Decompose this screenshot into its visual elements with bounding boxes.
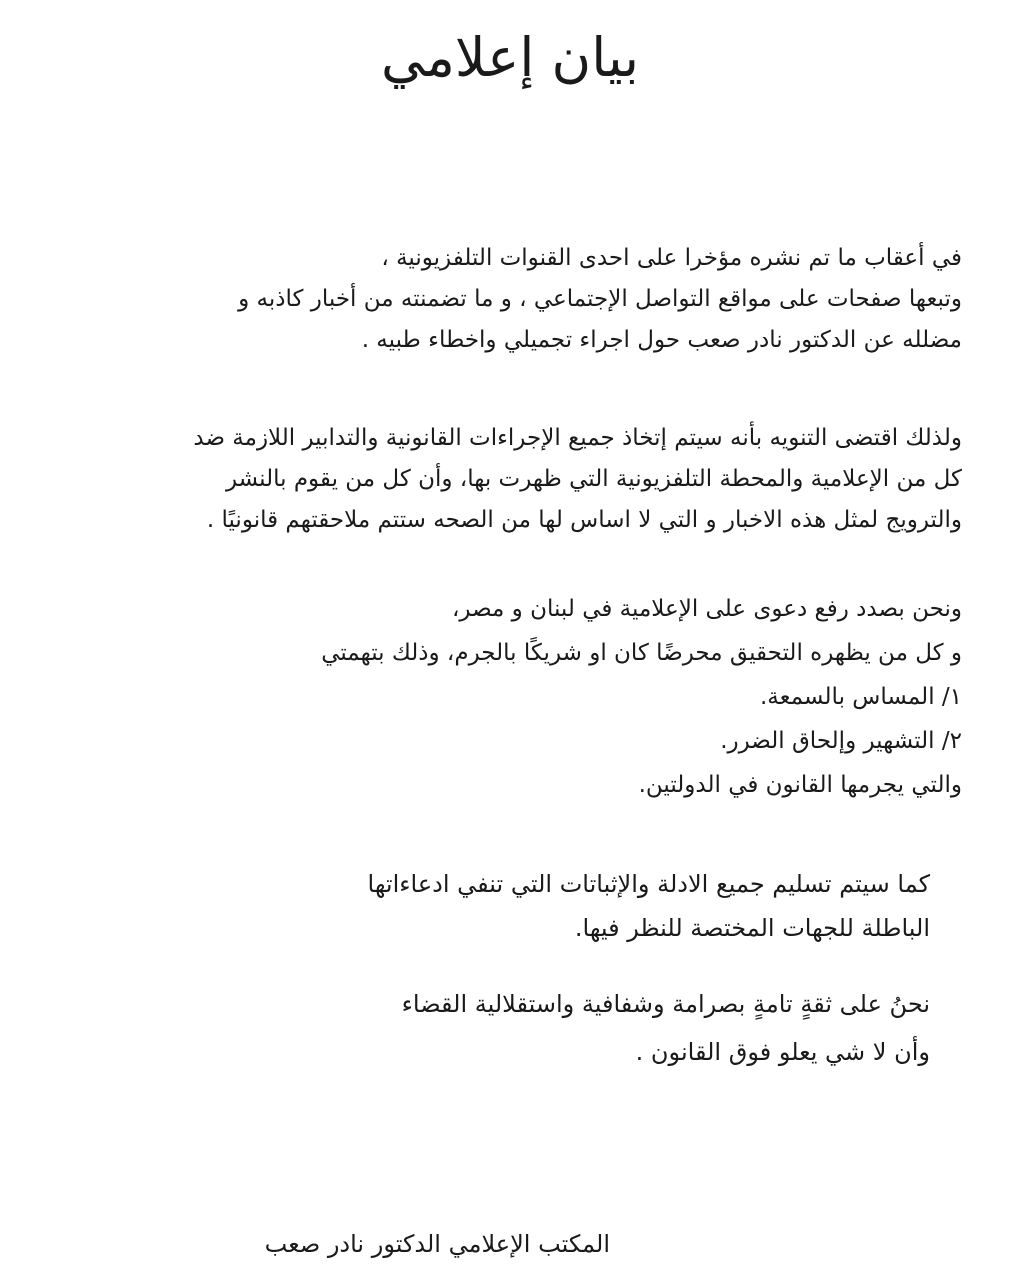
paragraph-line: ونحن بصدد رفع دعوى على الإعلامية في لبنان و مصر، [451, 596, 962, 622]
charge-item-2: ٢/ التشهير وإلحاق الضرر. [720, 728, 962, 754]
paragraph-lawsuit [321, 587, 962, 807]
signature: المكتب الإعلامي الدكتور نادر صعب [264, 1230, 610, 1258]
paragraph-line: كل من الإعلامية والمحطة التلفزيونية التي ظهرت بها، وأن كل من يقوم بالنشر [225, 466, 962, 492]
document-title: بيان إعلامي [381, 26, 639, 89]
paragraph-evidence [368, 862, 930, 950]
paragraph-line: وأن لا شي يعلو فوق القانون . [635, 1038, 930, 1066]
paragraph-line: وتبعها صفحات على مواقع التواصل الإجتماعي ، و ما تضمنته من أخبار كاذبه و [238, 286, 962, 312]
paragraph-intro [238, 238, 962, 361]
paragraph-line: الباطلة للجهات المختصة للنظر فيها. [574, 914, 930, 942]
paragraph-line: والترويج لمثل هذه الاخبار و التي لا اساس لها من الصحه ستتم ملاحقتهم قانونيًا . [206, 507, 962, 533]
paragraph-line: مضلله عن الدكتور نادر صعب حول اجراء تجميلي واخطاء طبيه . [361, 327, 962, 353]
paragraph-line: كما سيتم تسليم جميع الادلة والإثباتات التي تنفي ادعاءاتها [367, 870, 930, 898]
charge-item-1: ١/ المساس بالسمعة. [760, 684, 962, 710]
paragraph-line: ولذلك اقتضى التنويه بأنه سيتم إتخاذ جميع الإجراءات القانونية والتدابير اللازمة ضد [193, 425, 962, 451]
paragraph-line: والتي يجرمها القانون في الدولتين. [638, 772, 962, 798]
paragraph-legal-action [193, 418, 962, 541]
paragraph-trust-judiciary [402, 980, 930, 1076]
paragraph-line: في أعقاب ما تم نشره مؤخرا على احدى القنوات التلفزيونية ، [381, 245, 962, 271]
paragraph-line: و كل من يظهره التحقيق محرضًا كان او شريكًا بالجرم، وذلك بتهمتي [321, 640, 962, 666]
paragraph-line: نحنُ على ثقةٍ تامةٍ بصرامة وشفافية واستقلالية القضاء [401, 990, 930, 1018]
